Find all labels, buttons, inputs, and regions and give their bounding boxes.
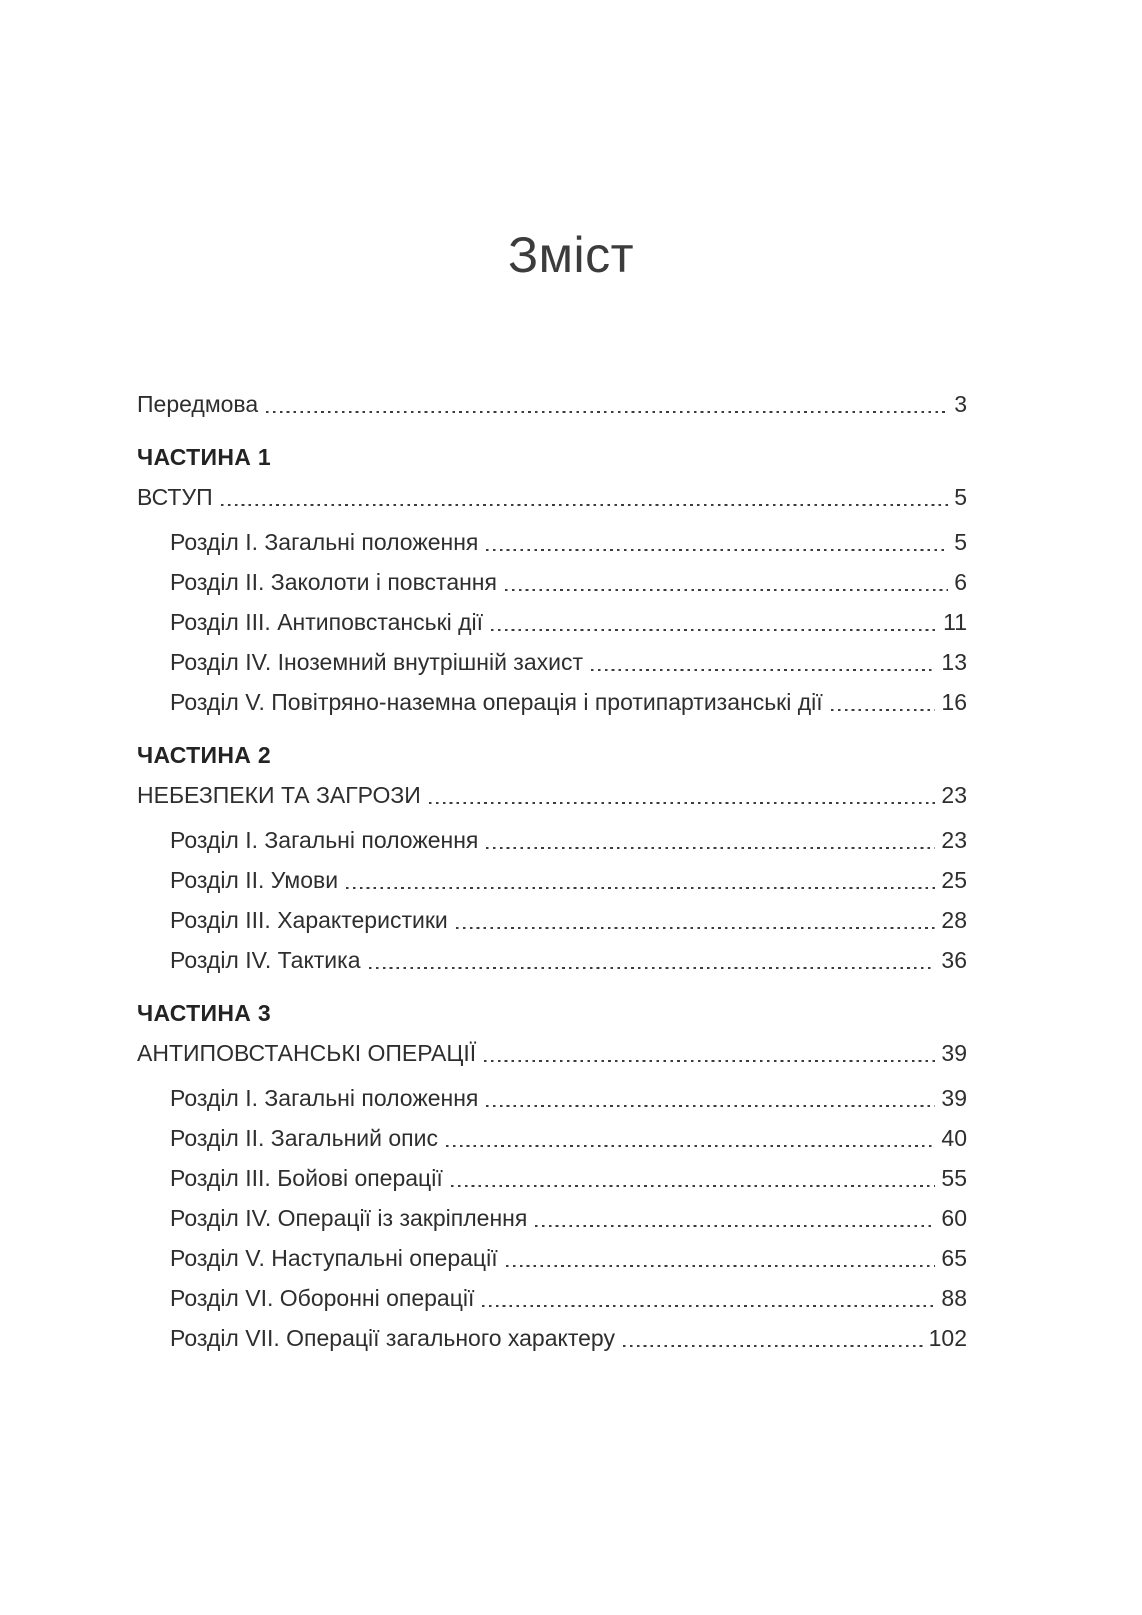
toc-entry-page-number: 88 (941, 1285, 967, 1311)
toc-entry (137, 1118, 967, 1158)
dot-leader (486, 847, 935, 850)
toc-entry-page-number: 13 (941, 649, 967, 675)
toc-entry (137, 860, 967, 900)
toc-entry-page-number: 55 (941, 1165, 967, 1191)
toc-entry (137, 940, 967, 980)
toc-entry-label: Розділ III. Характеристики (170, 907, 448, 933)
toc-entry-label: Розділ IV. Тактика (170, 947, 361, 973)
dot-leader (369, 967, 936, 970)
toc-entry-label: Розділ IV. Операції із закріплення (170, 1205, 528, 1231)
toc-entry-label: Розділ I. Загальні положення (170, 1085, 479, 1111)
dot-leader (486, 549, 948, 552)
toc-entry-page-number: 11 (943, 609, 967, 635)
dot-leader (831, 709, 936, 712)
toc-part-heading (137, 437, 967, 477)
toc-entry (137, 1078, 967, 1118)
dot-leader (221, 504, 949, 507)
toc-entry (137, 1033, 967, 1073)
toc-entry (137, 1158, 967, 1198)
toc-entry (137, 522, 967, 562)
toc-entry-label: Розділ I. Загальні положення (170, 827, 479, 853)
toc-entry-label: Розділ II. Заколоти і повстання (170, 569, 497, 595)
toc-entry-page-number: 5 (954, 529, 967, 555)
toc-entry-page-number: 39 (941, 1085, 967, 1111)
toc-entry-label: Розділ VII. Операції загального характеру (170, 1325, 615, 1351)
dot-leader (482, 1305, 935, 1308)
toc-entry (137, 1238, 967, 1278)
toc-entry (137, 775, 967, 815)
dot-leader (456, 927, 936, 930)
toc-entry-page-number: 65 (941, 1245, 967, 1271)
toc-entry-label: Розділ II. Умови (170, 867, 339, 893)
toc-entry-label: ВСТУП (137, 484, 213, 510)
dot-leader (535, 1225, 935, 1228)
toc-entry-page-number: 6 (954, 569, 967, 595)
toc-entry-label: НЕБЕЗПЕКИ ТА ЗАГРОЗИ (137, 782, 421, 808)
dot-leader (484, 1060, 935, 1063)
toc-entry (137, 1318, 967, 1358)
toc-entry-label: Розділ VI. Оборонні операції (170, 1285, 475, 1311)
toc-entry-page-number: 28 (941, 907, 967, 933)
toc-entry-label: ЧАСТИНА 3 (137, 1000, 271, 1026)
toc-entry-label: Розділ II. Загальний опис (170, 1125, 438, 1151)
dot-leader (486, 1105, 935, 1108)
toc-entry (137, 642, 967, 682)
toc-entry (137, 562, 967, 602)
dot-leader (506, 1265, 936, 1268)
toc-entry-label: ЧАСТИНА 2 (137, 742, 271, 768)
dot-leader (505, 589, 948, 592)
toc-entry-page-number: 102 (928, 1325, 967, 1351)
dot-leader (591, 669, 935, 672)
page-title: Зміст (507, 227, 635, 283)
toc-entry (137, 1198, 967, 1238)
table-of-contents (137, 384, 967, 1358)
toc-entry-label: Передмова (137, 391, 259, 417)
dot-leader (451, 1185, 936, 1188)
toc-entry-label: Розділ III. Антиповстанські дії (170, 609, 484, 635)
toc-entry-label: Розділ V. Наступальні операції (170, 1245, 498, 1271)
toc-entry-label: Розділ III. Бойові операції (170, 1165, 443, 1191)
dot-leader (623, 1345, 923, 1348)
toc-entry-page-number: 23 (941, 827, 967, 853)
toc-entry (137, 384, 967, 424)
toc-entry-label: Розділ IV. Іноземний внутрішній захист (170, 649, 584, 675)
dot-leader (429, 802, 936, 805)
toc-entry-page-number: 3 (954, 391, 967, 417)
toc-entry (137, 602, 967, 642)
toc-entry (137, 900, 967, 940)
toc-entry-page-number: 40 (941, 1125, 967, 1151)
toc-entry (137, 820, 967, 860)
toc-entry-page-number: 5 (954, 484, 967, 510)
toc-entry (137, 1278, 967, 1318)
toc-entry-page-number: 23 (941, 782, 967, 808)
toc-part-heading (137, 993, 967, 1033)
toc-entry (137, 477, 967, 517)
toc-entry-page-number: 60 (941, 1205, 967, 1231)
toc-entry-label: ЧАСТИНА 1 (137, 444, 271, 470)
dot-leader (346, 887, 935, 890)
dot-leader (491, 629, 937, 632)
toc-entry-page-number: 36 (941, 947, 967, 973)
toc-entry-label: Розділ I. Загальні положення (170, 529, 479, 555)
toc-entry-label: Розділ V. Повітряно-наземна операція і протипартизанські дії (170, 689, 823, 715)
toc-entry-page-number: 39 (941, 1040, 967, 1066)
toc-entry (137, 682, 967, 722)
toc-entry-page-number: 25 (941, 867, 967, 893)
dot-leader (266, 411, 948, 414)
toc-entry-label: АНТИПОВСТАНСЬКІ ОПЕРАЦІЇ (137, 1040, 477, 1066)
toc-part-heading (137, 735, 967, 775)
toc-entry-page-number: 16 (941, 689, 967, 715)
dot-leader (446, 1145, 935, 1148)
